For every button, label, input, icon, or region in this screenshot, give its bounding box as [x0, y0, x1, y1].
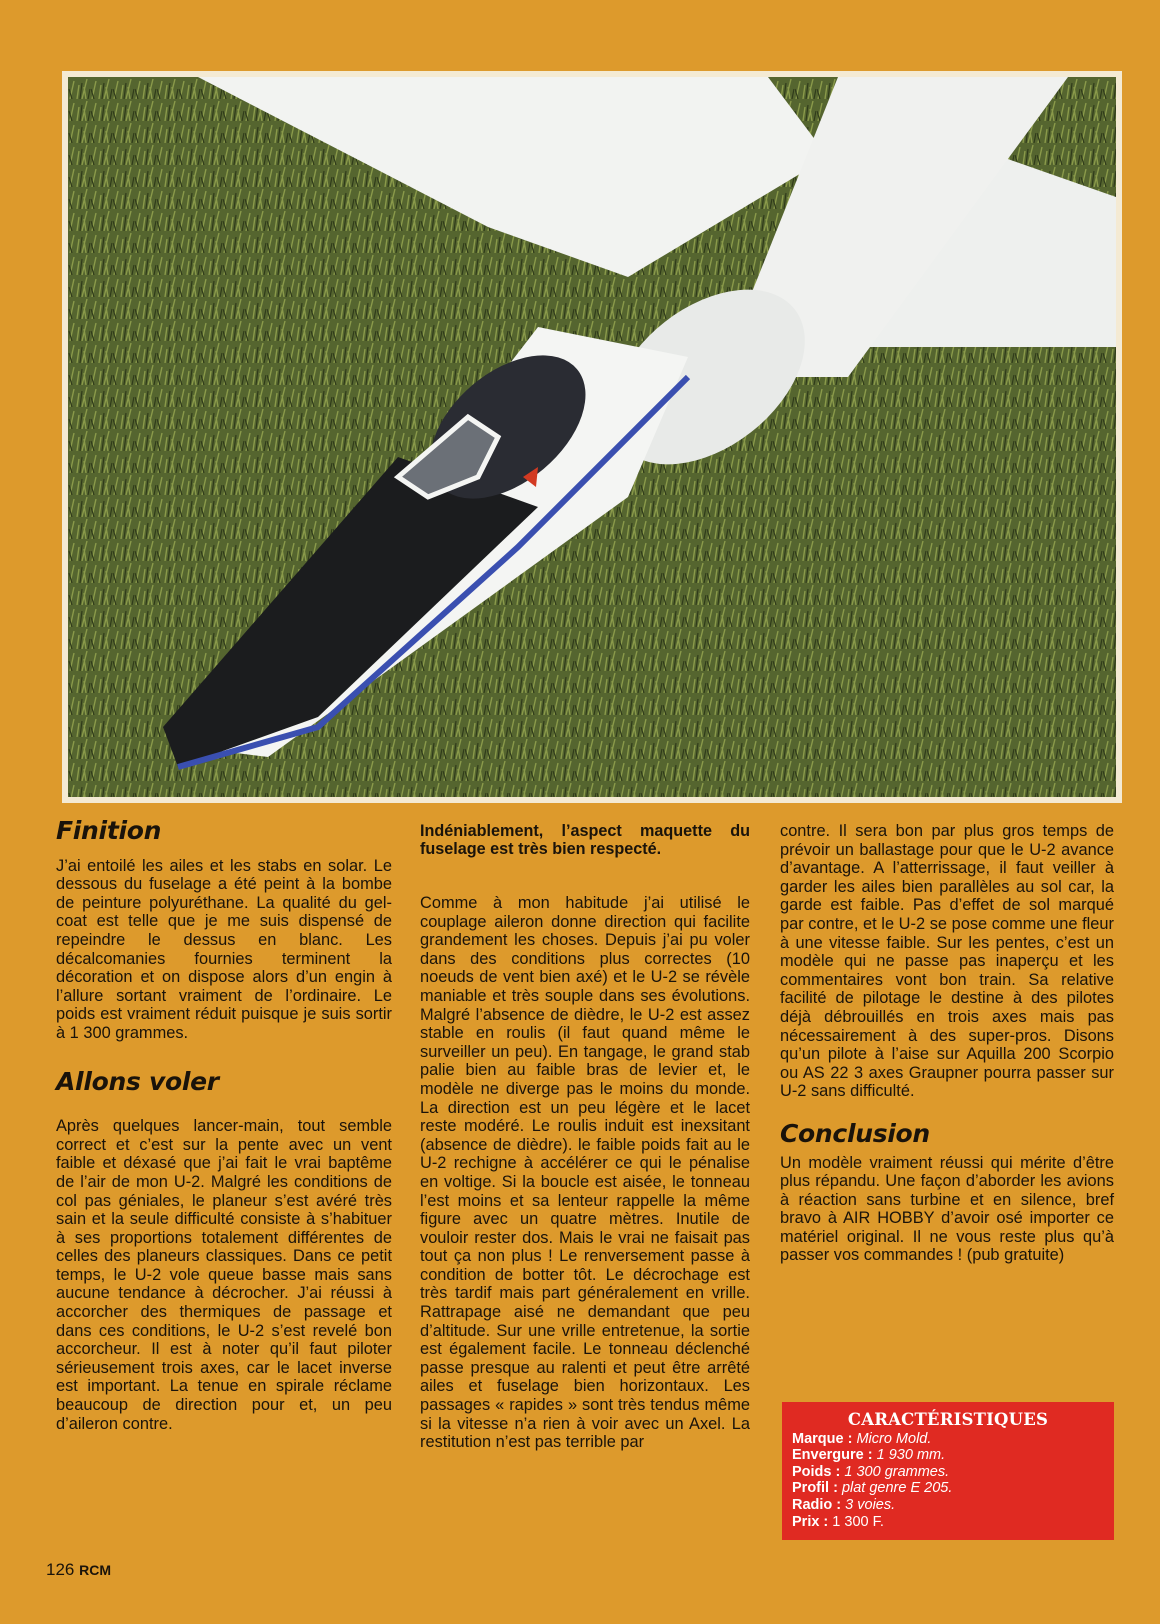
specs-row	[792, 1480, 1104, 1497]
specs-row	[792, 1431, 1104, 1448]
paragraph-flight: Comme à mon habitude j’ai utilisé le couplage aileron donne direction qui facilite grandement les choses. Depuis j’ai pu voler dans des conditions plus correctes (10 noeuds de vent bien axé) et le U-2 se révèle maniable et très souple dans ses évolutions. Malgré l’absence de dièdre, le U-2 est assez stable en roulis (il faut quand même le surveiller un peu). En tangage, le grand stab palie bien au faible bras de levier et, le modèle ne diverge pas le moins du monde. La direction est un peu légère et le lacet reste modéré. Le roulis induit est inexsitant (absence de dièdre). le faible poids fait au le U-2 rechigne à accélérer ce qui le pénalise en voltige. Si la boucle est aisée, le tonneau l’est moins et sa lenteur rappelle la même figure avec un quatre mètres. Inutile de vouloir rester dos. Mais le vrai ne faisait pas tout ça non plus ! Le renversement passe à condition de botter tôt. Le décrochage est très tardif mais part généralement en vrille. Rattrapage aisé ne demandant que peu d’altitude. Sur une vrille entretenue, la sortie est également facile. Le tonneau déclenché passe presque au ralenti et peut être arrêté ailes et fuselage bien horizontaux. Les passages « rapides » sont très tendus même si la vitesse n’a rien à voir avec un Axel. La restitution n’est pas terrible par	[420, 894, 750, 1452]
specs-value: Micro Mold.	[856, 1430, 932, 1447]
specs-label: Marque :	[792, 1430, 853, 1447]
section-heading-finition: Finition	[56, 816, 162, 845]
specs-label: Prix :	[792, 1513, 829, 1530]
page-number: 126	[46, 1560, 75, 1579]
column-3	[780, 822, 1114, 1265]
section-heading-allons-voler: Allons voler	[56, 1066, 219, 1096]
specs-row	[792, 1514, 1104, 1531]
page-footer	[46, 1560, 111, 1580]
section-heading-conclusion: Conclusion	[780, 1118, 930, 1148]
column-1	[56, 816, 392, 1433]
specs-value: 3 voies.	[845, 1496, 896, 1513]
paragraph-allons-voler: Après quelques lancer-main, tout semble correct et c’est sur la pente avec un vent faible et déxasé que j’ai fait le vrai baptême de l’air de mon U-2. Malgré les conditions de col pas géniales, le planeur s’est avéré très sain et la seule difficulté consiste à s’habituer à ses proportions totalement différentes de celles des planeurs classiques. Dans ce petit temps, le U-2 vole queue basse mais sans aucune tendance à décrocher. J’ai réussi à accorcher des thermiques de passage et dans ces conditions, le U-2 s’est revelé bon accorcheur. Il est à noter qu’il faut piloter sérieusement trois axes, car le lacet inverse est important. La tenue en spirale réclame beaucoup de direction pour et, un peu d’aileron contre.	[56, 1117, 392, 1433]
paragraph-finition: J’ai entoilé les ailes et les stabs en solar. Le dessous du fuselage a été peint à la bombe de peinture polyuréthane. La qualité du gel-coat est telle que je me suis dispensé de repeindre le dessus en blanc. Les décalcomanies fournies terminent la décoration et on dispose alors d’un engin à l’allure sortant vraiment de l’ordinaire. Le poids est vraiment réduit puisque je suis sortir à 1 300 grammes.	[56, 856, 392, 1042]
specs-label: Radio :	[792, 1496, 842, 1513]
specs-label: Envergure :	[792, 1447, 873, 1464]
specs-row	[792, 1464, 1104, 1481]
specs-label: Profil :	[792, 1480, 838, 1497]
specs-row	[792, 1447, 1104, 1464]
paragraph-landing: contre. Il sera bon par plus gros temps de prévoir un ballastage pour que le U-2 avance d’avantage. A l’atterrissage, il faut veiller à garder les ailes bien parallèles au sol car, la garde est faible. Pas d’effet de sol marqué par contre, et le U-2 se pose comme une fleur à une vitesse faible. Sur les pentes, c’est un modèle qui ne passe pas inaperçu et les commentaires vont bon train. Sa relative facilité de pilotage le destine à des pilotes déjà débrouillés en trois axes mais pas nécessairement à des super-pros. Disons qu’un pilote à l’aise sur Aquilla 200 Scorpio ou AS 22 3 axes Graupner pourra passer sur U-2 sans difficulté.	[780, 822, 1114, 1101]
specs-title: CARACTÉRISTIQUES	[847, 1410, 1049, 1429]
paragraph-conclusion: Un modèle vraiment réussi qui mérite d’être plus répandu. Une façon d’aborder les avions à réaction sans turbine et en silence, bref bravo à AIR HOBBY d’avoir osé importer ce matériel original. Il ne vous reste plus qu’à passer vos commandes ! (pub gratuite)	[780, 1153, 1114, 1265]
model-glider-u2-photo-icon	[68, 77, 1116, 797]
specs-value: 1 930 mm.	[876, 1447, 946, 1464]
lead-caption: Indéniablement, l’aspect maquette du fuselage est très bien respecté.	[420, 822, 750, 858]
specs-value: 1 300 grammes.	[844, 1463, 950, 1480]
specs-row	[792, 1497, 1104, 1514]
magazine-name: RCM	[79, 1562, 111, 1578]
column-2	[420, 822, 750, 1452]
specs-label: Poids :	[792, 1463, 841, 1480]
specs-value: 1 300 F.	[832, 1513, 884, 1530]
article-photo	[62, 71, 1122, 803]
specs-box	[782, 1402, 1114, 1540]
specs-value: plat genre E 205.	[841, 1480, 953, 1497]
